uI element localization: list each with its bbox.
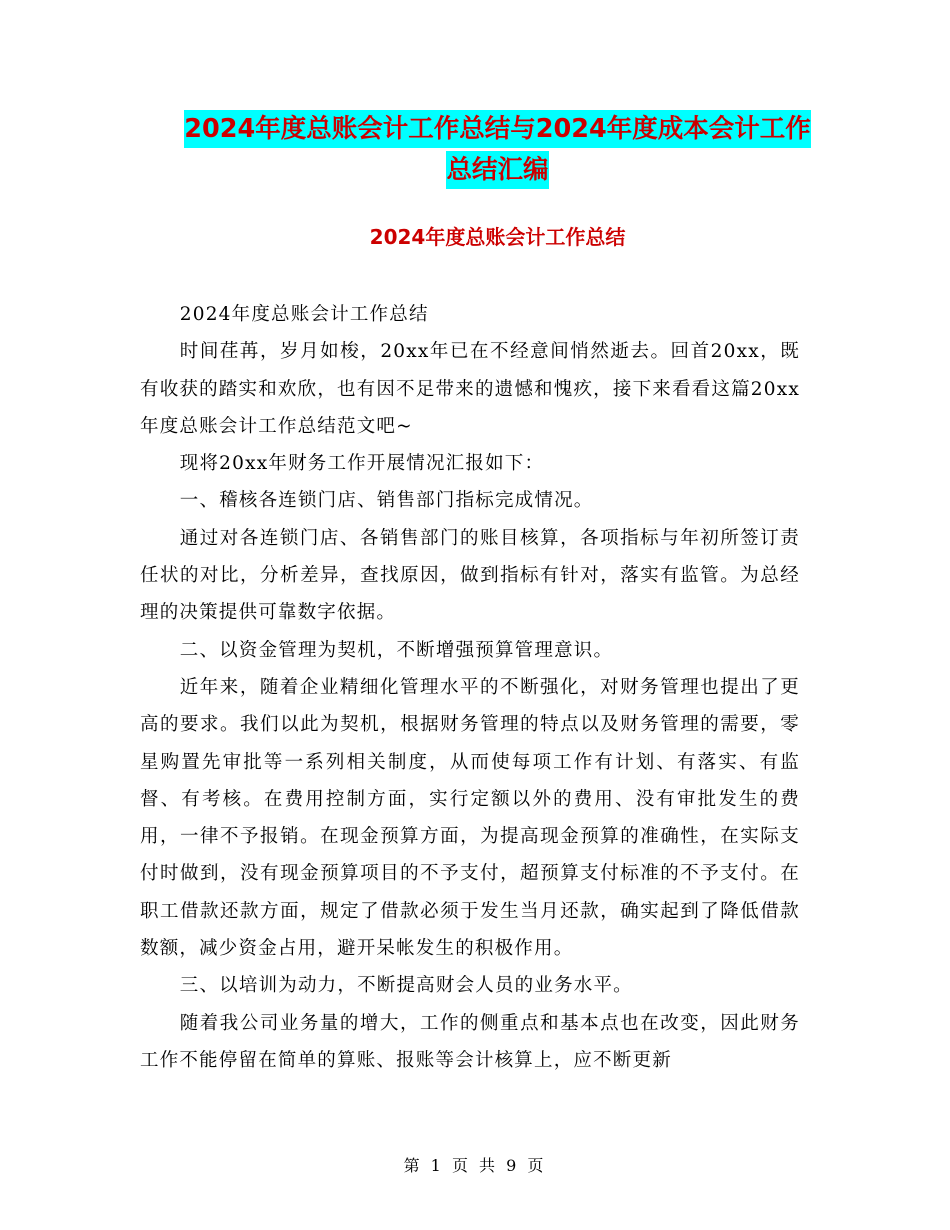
page-number-footer: 第 1 页 共 9 页 [403,1156,547,1175]
section-heading: 2024年度总账会计工作总结 [369,225,626,249]
paragraph-heading-2: 二、以资金管理为契机，不断增强预算管理意识。 [179,639,614,661]
paragraph-heading-3: 三、以培训为动力，不断提高财会人员的业务水平。 [179,975,633,997]
document-title-line-2: 总结汇编 [446,151,548,189]
paragraph-heading-1: 一、稽核各连锁门店、销售部门指标完成情况。 [179,490,594,512]
paragraph-subtitle: 2024年度总账会计工作总结 [179,304,429,325]
document-title [140,107,855,189]
paragraph-body-2: 近年来，随着企业精细化管理水平的不断强化，对财务管理也提出了更高的要求。我们以此为契机，根据财务管理的特点以及财务管理的需要，零星购置先审批等一系列相关制度，从而使每项工作有计划、有落实、有监督、有考核。在费用控制方面，实行定额以外的费用、没有审批发生的费用，一律不予报销。在现金预算方面，为提高现金预算的准确性，在实际支付时做到，没有现金预算项目的不予支付，超预算支付标准的不予支付。在职工借款还款方面，规定了借款必须于发生当月还款，确实起到了降低借款数额，减少资金占用，避开呆帐发生的积极作用。 [140,676,800,960]
document-title-line-1: 2024年度总账会计工作总结与2024年度成本会计工作 [184,110,810,148]
document-body [140,296,800,1079]
paragraph-report-lead: 现将20xx年财务工作开展情况汇报如下： [179,453,545,475]
paragraph-body-3: 随着我公司业务量的增大，工作的侧重点和基本点也在改变，因此财务工作不能停留在简单的算账、报账等会计核算上，应不断更新 [140,1012,800,1071]
paragraph-intro: 时间荏苒，岁月如梭，20xx年已在不经意间悄然逝去。回首20xx，既有收获的踏实和欢欣，也有因不足带来的遗憾和愧疚，接下来看看这篇20xx年度总账会计工作总结范文吧~ [140,341,800,437]
paragraph-body-1: 通过对各连锁门店、各销售部门的账目核算，各项指标与年初所签订责任状的对比，分析差异，查找原因，做到指标有针对，落实有监管。为总经理的决策提供可靠数字依据。 [140,527,800,624]
